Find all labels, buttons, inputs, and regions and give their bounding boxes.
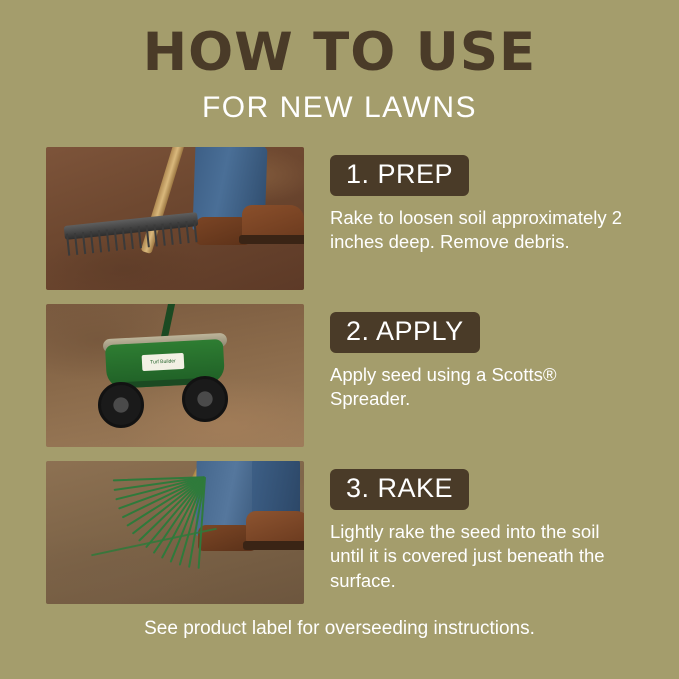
step-3-description: Lightly rake the seed into the soil until it is covered just beneath the surface. [330, 521, 605, 591]
step-1-text [304, 147, 633, 255]
step-1-description: Rake to loosen soil approximately 2 inches deep. Remove debris. [330, 207, 623, 253]
step-1-photo [46, 147, 304, 290]
boot-front [246, 511, 304, 545]
spreader-wheel-left [98, 382, 144, 428]
leaf-rake-tines [64, 471, 214, 571]
spreader-wheel-right [182, 376, 228, 422]
step-item [46, 304, 633, 447]
steps-list [0, 147, 679, 604]
boot-sole [243, 541, 304, 550]
step-2-photo [46, 304, 304, 447]
jeans-leg-back [242, 147, 292, 211]
step-3-text [304, 461, 633, 593]
step-3-badge: 3. RAKE [330, 469, 469, 510]
spreader-brand-label: Turf Builder [142, 353, 185, 371]
step-2-text [304, 304, 633, 412]
step-2-description: Apply seed using a Scotts® Spreader. [330, 364, 557, 410]
step-3-photo [46, 461, 304, 604]
step-1-badge: 1. PREP [330, 155, 469, 196]
jeans-leg-back [252, 461, 300, 517]
boot-sole [239, 235, 304, 244]
page-subtitle: FOR NEW LAWNS [201, 91, 478, 124]
footer-note: See product label for overseeding instructions. [144, 618, 535, 639]
step-item [46, 147, 633, 290]
header [0, 0, 679, 125]
page-title: HOW TO USE [142, 22, 537, 83]
step-2-badge: 2. APPLY [330, 312, 480, 353]
step-item [46, 461, 633, 604]
